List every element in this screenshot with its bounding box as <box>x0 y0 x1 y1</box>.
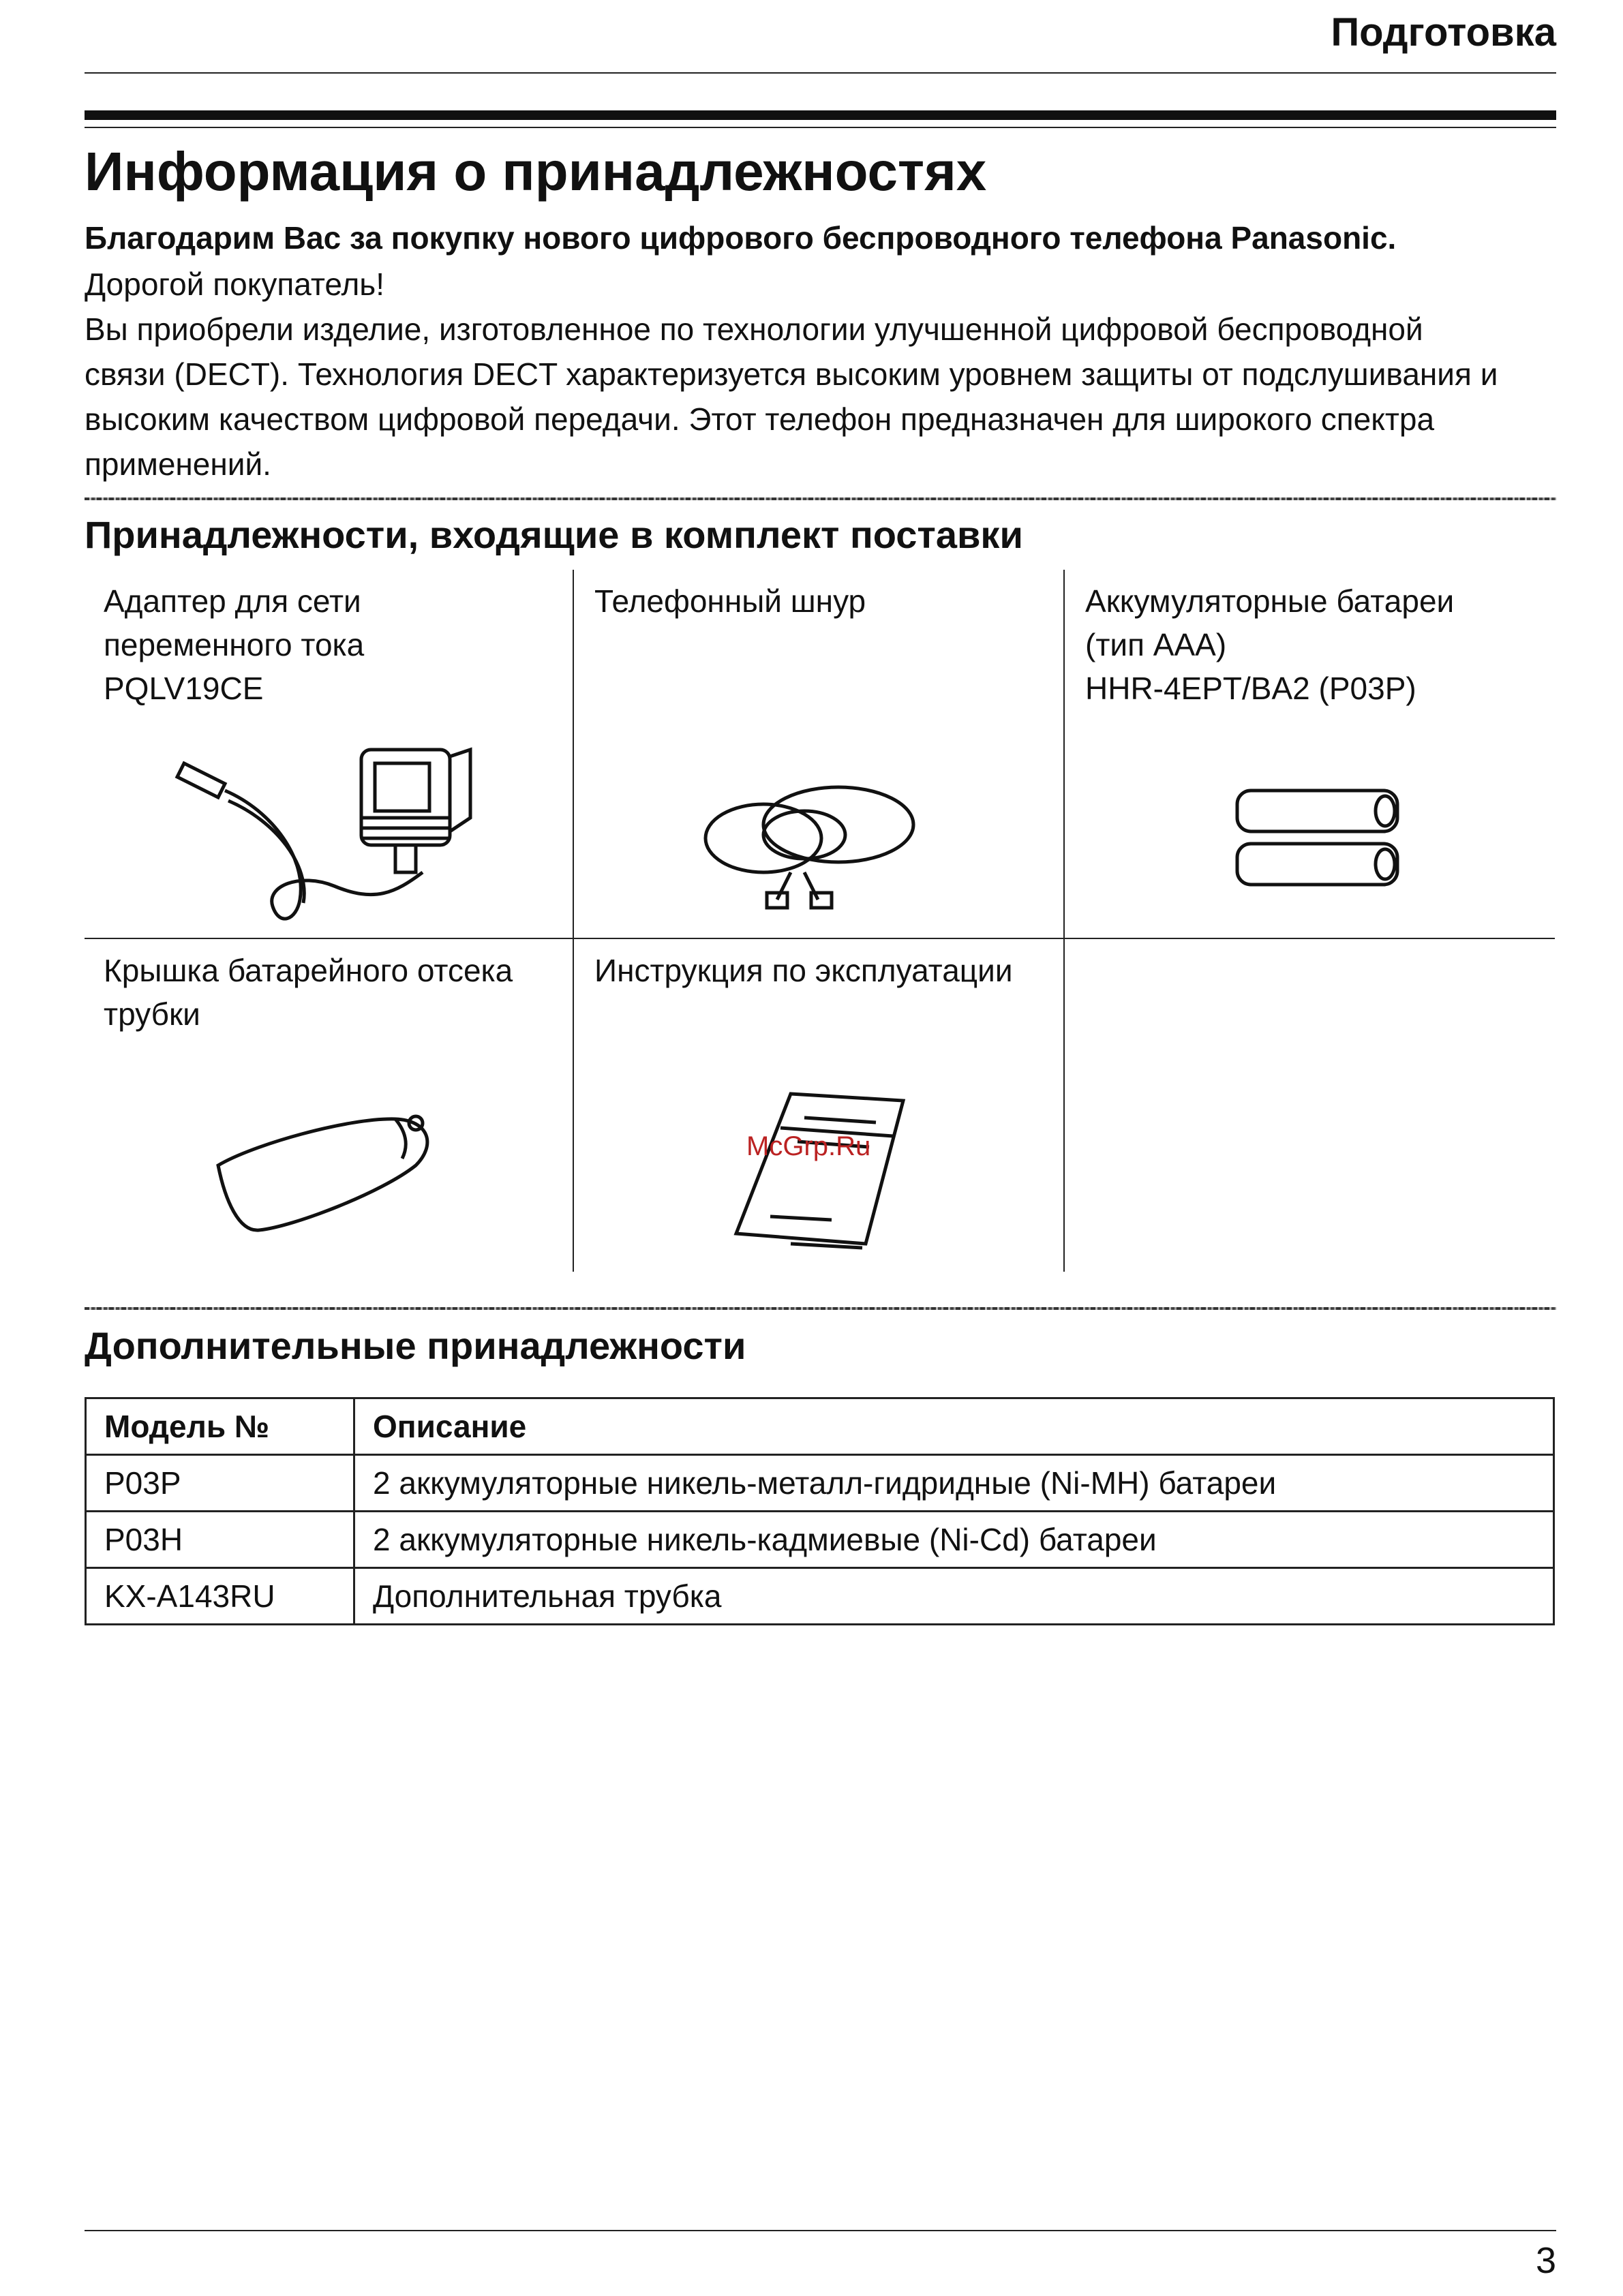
section-label: Подготовка <box>1331 10 1556 55</box>
intro-line: высоким качеством цифровой передачи. Этот телефон предназначен для широкого спектра <box>85 401 1435 437</box>
section-divider <box>85 1307 1556 1310</box>
table-row <box>86 1455 1554 1512</box>
item-battery-cover: Крышка батарейного отсека трубки <box>104 953 513 1032</box>
model-cell: P03P <box>86 1455 354 1512</box>
optional-heading: Дополнительные принадлежности <box>85 1324 746 1367</box>
manual-icon <box>729 1087 907 1251</box>
intro-paragraph <box>85 262 1557 487</box>
footer-rule <box>85 2230 1556 2231</box>
grid-divider <box>85 938 1555 939</box>
column-header-description: Описание <box>354 1398 1554 1455</box>
item-telephone-cord: Телефонный шнур <box>594 583 866 619</box>
intro-line: применений. <box>85 446 271 482</box>
watermark: McGrp.Ru <box>746 1131 871 1161</box>
column-header-model: Модель № <box>86 1398 354 1455</box>
ac-adaptor-icon <box>170 736 491 934</box>
header-rule <box>85 72 1556 74</box>
grid-divider <box>1063 570 1065 1272</box>
telephone-cord-icon <box>702 777 927 913</box>
description-cell: 2 аккумуляторные никель-кадмиевые (Ni-Cd) батареи <box>354 1512 1554 1568</box>
page-number: 3 <box>1535 2240 1556 2281</box>
included-heading: Принадлежности, входящие в комплект поставки <box>85 513 1023 556</box>
table-row <box>86 1568 1554 1625</box>
title-rule-thin <box>85 127 1556 128</box>
table-header-row <box>86 1398 1554 1455</box>
description-cell: 2 аккумуляторные никель-металл-гидридные (Ni-MH) батареи <box>354 1455 1554 1512</box>
model-cell: P03H <box>86 1512 354 1568</box>
grid-divider <box>573 570 574 1272</box>
page-title: Информация о принадлежностях <box>85 141 987 202</box>
item-ac-adaptor: Адаптер для сети переменного тока PQLV19CE <box>104 583 365 706</box>
intro-lead: Благодарим Вас за покупку нового цифрового беспроводного телефона Panasonic. <box>85 220 1397 256</box>
batteries-icon <box>1234 784 1404 893</box>
table-row <box>86 1512 1554 1568</box>
description-cell: Дополнительная трубка <box>354 1568 1554 1625</box>
model-cell: KX-A143RU <box>86 1568 354 1625</box>
intro-line: связи (DECT). Технология DECT характеризуется высоким уровнем защиты от подслушивания и <box>85 356 1498 392</box>
optional-accessories-table <box>85 1397 1555 1625</box>
intro-line: Дорогой покупатель! <box>85 266 385 302</box>
intro-line: Вы приобрели изделие, изготовленное по технологии улучшенной цифровой беспроводной <box>85 311 1423 347</box>
item-batteries: Аккумуляторные батареи (тип AAA) HHR-4EPT/BA2 (P03P) <box>1085 583 1455 706</box>
title-rule <box>85 110 1556 120</box>
section-divider <box>85 498 1556 500</box>
battery-cover-icon <box>211 1104 443 1240</box>
item-manual: Инструкция по эксплуатации <box>594 953 1013 988</box>
